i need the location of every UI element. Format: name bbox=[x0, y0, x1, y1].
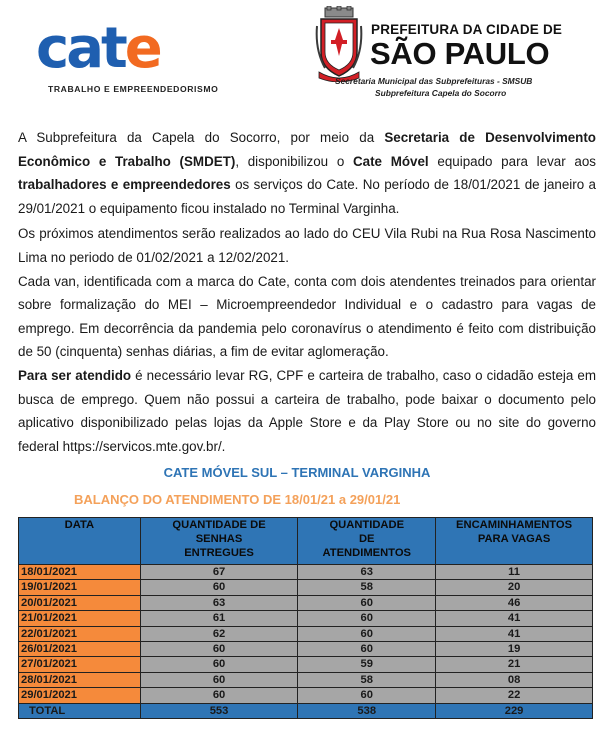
cell-senhas: 60 bbox=[140, 642, 298, 657]
prefeitura-subprefeitura: Subprefeitura Capela do Socorro bbox=[375, 88, 507, 98]
cell-senhas: 67 bbox=[140, 565, 298, 580]
cell-atendimentos: 60 bbox=[298, 611, 436, 626]
cell-date: 22/01/2021 bbox=[19, 626, 141, 641]
cell-total-atendimentos: 538 bbox=[298, 703, 436, 718]
cell-senhas: 60 bbox=[140, 657, 298, 672]
table-row bbox=[19, 672, 593, 687]
section-title: CATE MÓVEL SUL – TERMINAL VARGINHA bbox=[163, 465, 431, 480]
paragraph-intro: A Subprefeitura da Capela do Socorro, por meio da Secretaria de Desenvolvimento Econômico e Trabalho (SMDET), disponibilizou o Cate Móvel equipado para levar aos trabalhadores e empreendedores os serviços do Cate. No período de 18/01/2021 de janeiro a 29/01/2021 o equipamento ficou instalado no Terminal Varginha. bbox=[18, 130, 597, 216]
cell-atendimentos: 58 bbox=[298, 580, 436, 595]
prefeitura-line2: SÃO PAULO bbox=[370, 36, 550, 71]
cell-atendimentos: 60 bbox=[298, 642, 436, 657]
cell-date: 29/01/2021 bbox=[19, 688, 141, 703]
cell-encaminhamentos: 46 bbox=[436, 595, 593, 610]
cell-encaminhamentos: 41 bbox=[436, 626, 593, 641]
cate-logo-word: cate bbox=[36, 16, 160, 81]
section-subtitle: BALANÇO DO ATENDIMENTO DE 18/01/21 a 29/01/21 bbox=[74, 492, 401, 507]
cell-encaminhamentos: 20 bbox=[436, 580, 593, 595]
table-row bbox=[19, 657, 593, 672]
cell-atendimentos: 63 bbox=[298, 565, 436, 580]
paragraph-next-location: Os próximos atendimentos serão realizados ao lado do CEU Vila Rubi na Rua Rosa Nascimento Lima no periodo de 01/02/2021 a 12/02/2021. bbox=[18, 226, 596, 265]
table-row bbox=[19, 626, 593, 641]
cell-encaminhamentos: 22 bbox=[436, 688, 593, 703]
table-row bbox=[19, 595, 593, 610]
cell-date: 20/01/2021 bbox=[19, 595, 141, 610]
article-body bbox=[18, 126, 596, 458]
cell-atendimentos: 58 bbox=[298, 672, 436, 687]
cell-date: 28/01/2021 bbox=[19, 672, 141, 687]
cell-senhas: 61 bbox=[140, 611, 298, 626]
coat-of-arms-icon bbox=[315, 6, 363, 82]
cell-senhas: 63 bbox=[140, 595, 298, 610]
cell-total-label: TOTAL bbox=[19, 703, 141, 718]
table-row bbox=[19, 565, 593, 580]
cell-encaminhamentos: 19 bbox=[436, 642, 593, 657]
prefeitura-logo bbox=[315, 6, 605, 102]
cell-date: 26/01/2021 bbox=[19, 642, 141, 657]
cell-senhas: 60 bbox=[140, 688, 298, 703]
table-row bbox=[19, 642, 593, 657]
cell-senhas: 60 bbox=[140, 580, 298, 595]
paragraph-requirements: Para ser atendido é necessário levar RG, CPF e carteira de trabalho, caso o cidadão esteja em busca de emprego. Quem não possui a carteira de trabalho, pode baixar o documento pelo aplicativo disponibilizado pelas lojas da Apple Store e da Play Store ou no site do governo federal https://servicos.mte.gov.br/. bbox=[18, 367, 596, 454]
prefeitura-secretaria: Secretaria Municipal das Subprefeituras - SMSUB bbox=[335, 76, 533, 86]
cell-atendimentos: 60 bbox=[298, 688, 436, 703]
header bbox=[0, 0, 613, 110]
cell-encaminhamentos: 21 bbox=[436, 657, 593, 672]
cell-encaminhamentos: 08 bbox=[436, 672, 593, 687]
paragraph-van-info: Cada van, identificada com a marca do Cate, conta com dois atendentes treinados para orientar sobre formalização do MEI – Microempreendedor Individual e o cadastro para vagas de emprego. Em decorrência da pandemia pelo coronavírus o atendimento é feito com distribuição de 50 (cinquenta) senhas diárias, a fim de evitar aglomeração. bbox=[18, 273, 596, 360]
header-encaminhamentos: ENCAMINHAMENTOS PARA VAGAS bbox=[436, 518, 593, 565]
cell-encaminhamentos: 11 bbox=[436, 565, 593, 580]
cell-senhas: 60 bbox=[140, 672, 298, 687]
header-date: DATA bbox=[19, 518, 141, 565]
cell-encaminhamentos: 41 bbox=[436, 611, 593, 626]
cell-date: 19/01/2021 bbox=[19, 580, 141, 595]
cell-atendimentos: 60 bbox=[298, 626, 436, 641]
cate-logo bbox=[36, 16, 219, 98]
cell-atendimentos: 60 bbox=[298, 595, 436, 610]
header-atendimentos: QUANTIDADE DE ATENDIMENTOS bbox=[298, 518, 436, 565]
table-row bbox=[19, 611, 593, 626]
cate-logo-tagline: TRABALHO E EMPREENDEDORISMO bbox=[48, 84, 219, 94]
table-total-row bbox=[19, 703, 593, 718]
cell-total-encaminhamentos: 229 bbox=[436, 703, 593, 718]
attendance-table bbox=[18, 517, 593, 719]
cell-date: 18/01/2021 bbox=[19, 565, 141, 580]
table-row bbox=[19, 688, 593, 703]
prefeitura-line1: PREFEITURA DA CIDADE DE bbox=[371, 22, 563, 37]
cell-date: 21/01/2021 bbox=[19, 611, 141, 626]
header-senhas: QUANTIDADE DE SENHAS ENTREGUES bbox=[140, 518, 298, 565]
cell-senhas: 62 bbox=[140, 626, 298, 641]
cell-total-senhas: 553 bbox=[140, 703, 298, 718]
cell-atendimentos: 59 bbox=[298, 657, 436, 672]
table-header-row bbox=[19, 518, 593, 565]
table-row bbox=[19, 580, 593, 595]
cell-date: 27/01/2021 bbox=[19, 657, 141, 672]
